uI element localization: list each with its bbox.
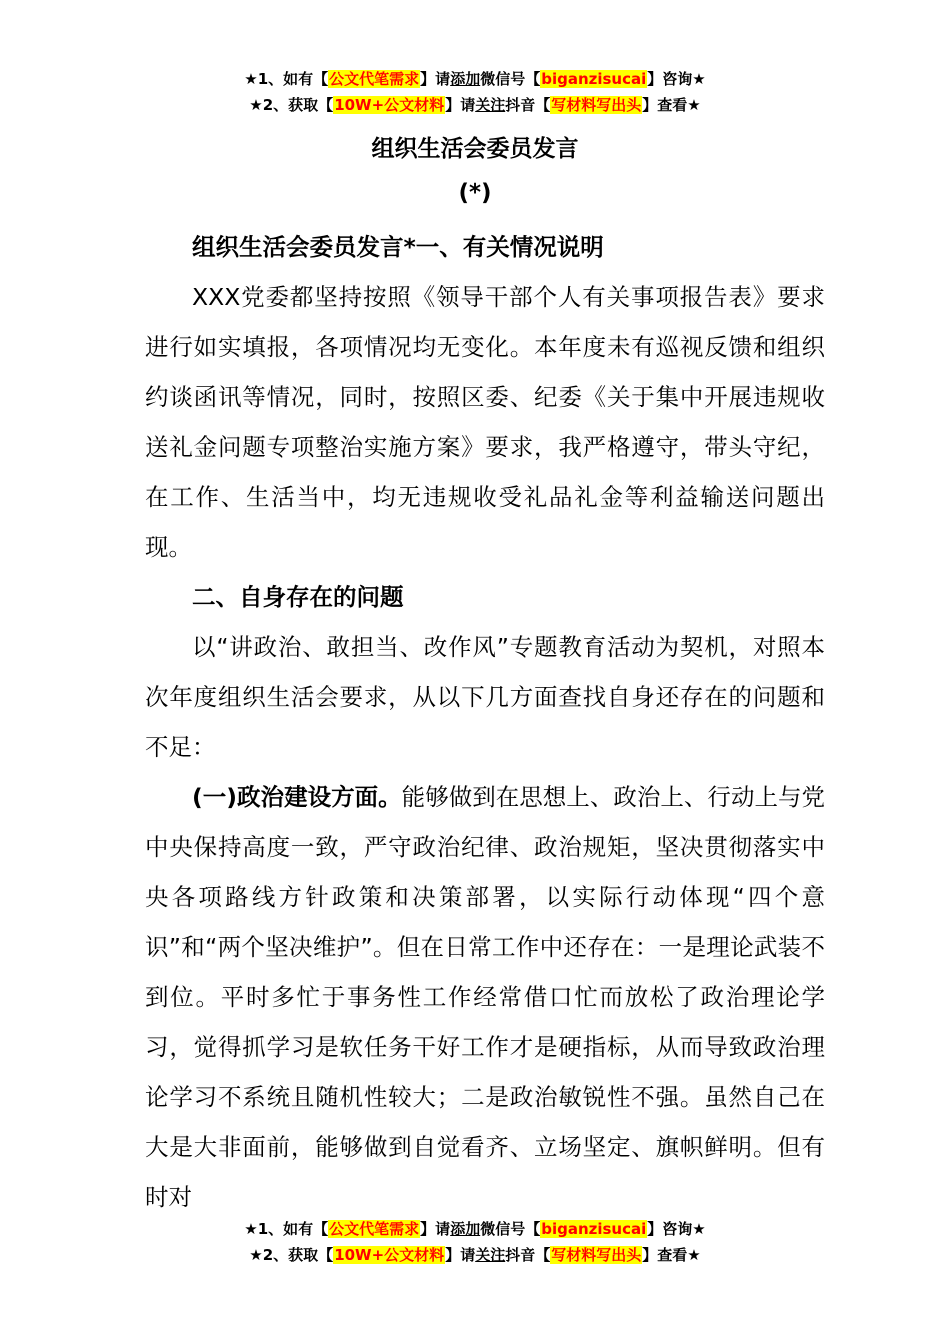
banner-text: 抖音【 [505,1246,551,1264]
banner-text: 抖音【 [505,96,551,114]
paragraph-3 [145,772,825,1222]
banner-text: 】查看★ [642,1246,701,1264]
banner-text: ★2、获取【 [249,96,334,114]
banner-highlight: 写材料写出头 [551,1246,642,1264]
banner-text: 】咨询★ [647,1220,706,1238]
footer-banner [0,1216,950,1268]
document-subtitle: (*) [458,180,492,206]
header-banner [0,66,950,118]
banner-highlight: 公文代笔需求 [329,70,420,88]
banner-text: ★1、如有【 [244,70,329,88]
paragraph-2: 以“讲政治、敢担当、改作风”专题教育活动为契机，对照本次年度组织生活会要求，从以下几方面查找自身还存在的问题和不足： [145,633,825,761]
banner-underlined: 关注 [475,96,506,114]
banner-text: ★2、获取【 [249,1246,334,1264]
banner-highlight: 写材料写出头 [551,96,642,114]
banner-highlight: 10W+公文材料 [334,1246,445,1264]
paragraph-3-text: 能够做到在思想上、政治上、行动上与党中央保持高度一致，严守政治纪律、政治规矩，坚决贯彻落实中央各项路线方针政策和决策部署，以实际行动体现“四个意识”和“两个坚决维护”。但在日常工作中还存在：一是理论武装不到位。平时多忙于事务性工作经常借口忙而放松了政治理论学习，觉得抓学习是软任务干好工作才是硬指标，从而导致政治理论学习不系统且随机性较大；二是政治敏锐性不强。虽然自己在大是大非面前，能够做到自觉看齐、立场坚定、旗帜鲜明。但有时对 [145,783,825,1211]
section-heading-2: 二、自身存在的问题 [192,583,404,611]
banner-highlight: biganzisucai [541,1220,647,1238]
document-body [145,222,825,1222]
section-heading-1: 组织生活会委员发言*一、有关情况说明 [192,233,604,261]
banner-text: 】请 [420,70,451,88]
banner-line-1 [0,66,950,92]
banner-text: 】请 [445,96,476,114]
banner-text: 】请 [445,1246,476,1264]
paragraph-1: XXX党委都坚持按照《领导干部个人有关事项报告表》要求进行如实填报，各项情况均无变化。本年度未有巡视反馈和组织约谈函讯等情况，同时，按照区委、纪委《关于集中开展违规收送礼金问题专项整治实施方案》要求，我严格遵守，带头守纪，在工作、生活当中，均无违规收受礼品礼金等利益输送问题出现。 [145,283,825,561]
document-title: 组织生活会委员发言 [371,136,579,162]
banner-highlight: 10W+公文材料 [334,96,445,114]
banner-text: 】查看★ [642,96,701,114]
banner-text: 】请 [420,1220,451,1238]
banner-text: 微信号【 [480,1220,541,1238]
banner-text: 】咨询★ [647,70,706,88]
banner-line-2 [0,1242,950,1268]
banner-underlined: 添加 [450,1220,481,1238]
banner-text: 微信号【 [480,70,541,88]
banner-underlined: 添加 [450,70,481,88]
banner-line-1 [0,1216,950,1242]
banner-highlight: 公文代笔需求 [329,1220,420,1238]
banner-line-2 [0,92,950,118]
banner-text: ★1、如有【 [244,1220,329,1238]
banner-underlined: 关注 [475,1246,506,1264]
banner-highlight: biganzisucai [541,70,647,88]
subsection-lead: (一)政治建设方面。 [192,783,402,811]
